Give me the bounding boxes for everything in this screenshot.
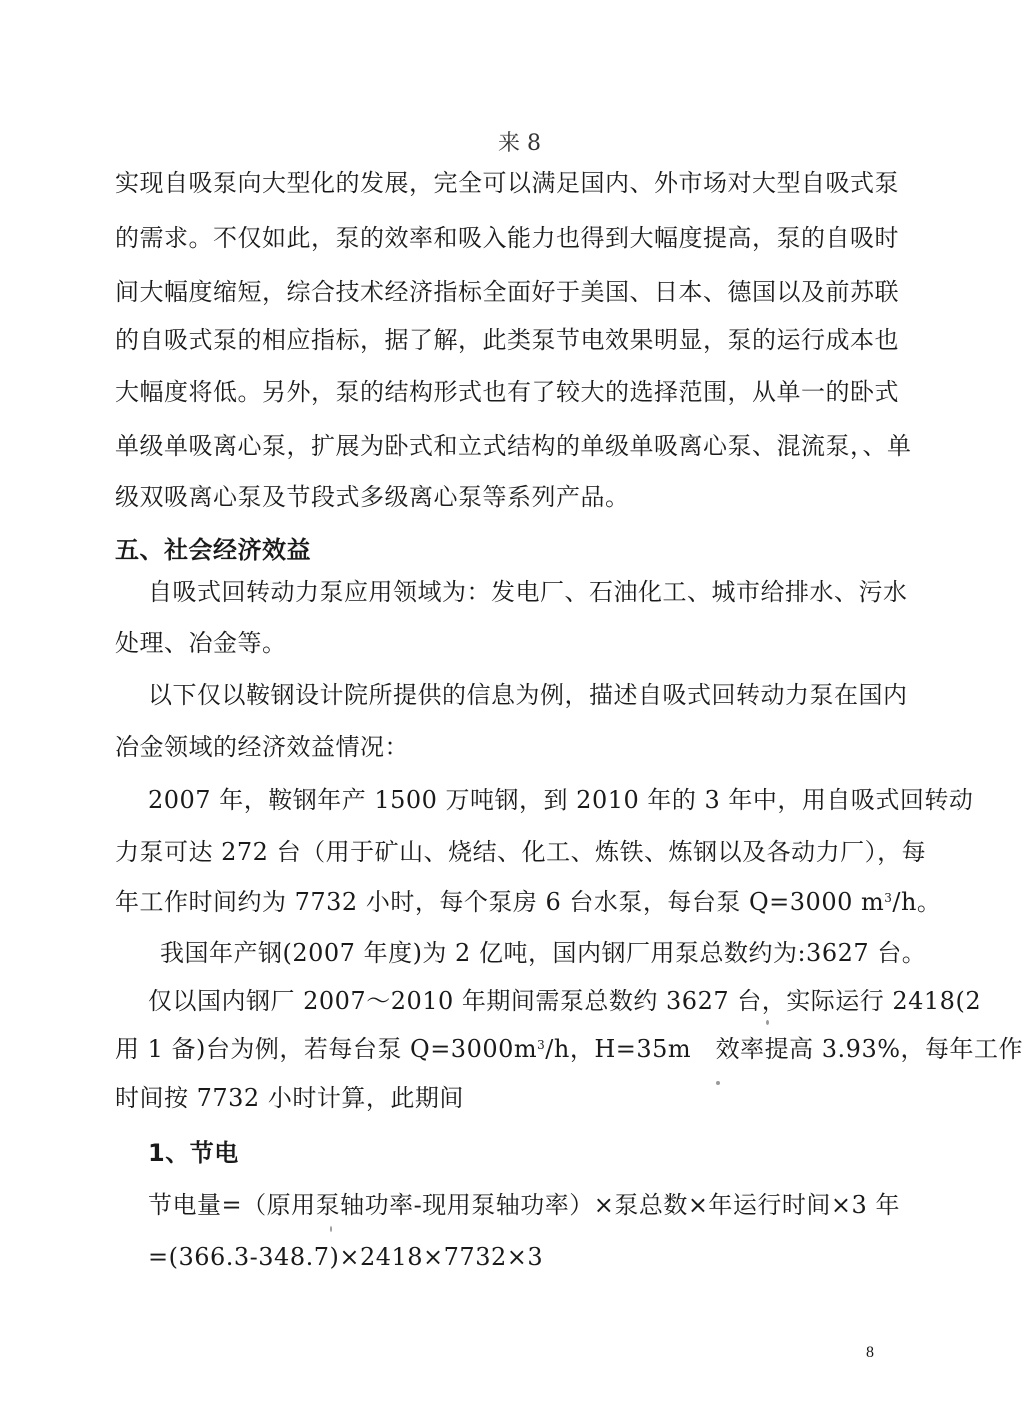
paragraph-line: 大幅度将低。另外，泵的结构形式也有了较大的选择范围，从单一的卧式 <box>115 378 899 406</box>
paragraph-line: 时间按 7732 小时计算，此期间 <box>115 1084 464 1112</box>
paragraph-line <box>115 1033 1023 1065</box>
paragraph-line: 我国年产钢(2007 年度)为 2 亿吨，国内钢厂用泵总数约为:3627 台。 <box>160 939 927 967</box>
subheading: 1、节电 <box>148 1139 239 1167</box>
paragraph-line: 单级单吸离心泵，扩展为卧式和立式结构的单级单吸离心泵、混流泵，、单 <box>115 432 912 460</box>
paragraph-line: 间大幅度缩短，综合技术经济指标全面好于美国、日本、德国以及前苏联 <box>115 278 899 306</box>
paragraph-line <box>115 886 942 918</box>
paragraph-line: 的需求。不仅如此，泵的效率和吸入能力也得到大幅度提高，泵的自吸时 <box>115 224 899 252</box>
cropped-header-fragment: 来 8 <box>498 131 541 156</box>
paragraph-line: 力泵可达 272 台（用于矿山、烧结、化工、炼铁、炼钢以及各动力厂），每 <box>115 838 927 866</box>
superscript: 3 <box>537 1038 546 1052</box>
paragraph-line: 以下仅以鞍钢设计院所提供的信息为例，描述自吸式回转动力泵在国内 <box>148 681 908 709</box>
paragraph-line: 2007 年，鞍钢年产 1500 万吨钢，到 2010 年的 3 年中，用自吸式回转动 <box>148 786 974 814</box>
text-run: 年工作时间约为 7732 小时，每个泵房 6 台水泵，每台泵 Q=3000 m <box>115 888 885 916</box>
paragraph-line: 级双吸离心泵及节段式多级离心泵等系列产品。 <box>115 483 630 511</box>
paragraph-line: 实现自吸泵向大型化的发展，完全可以满足国内、外市场对大型自吸式泵 <box>115 169 899 197</box>
paragraph-line: 自吸式回转动力泵应用领域为：发电厂、石油化工、城市给排水、污水 <box>148 578 908 606</box>
scan-speck <box>716 1081 720 1085</box>
paragraph-line: 的自吸式泵的相应指标，据了解，此类泵节电效果明显，泵的运行成本也 <box>115 326 899 354</box>
text-run: 用 1 备)台为例，若每台泵 Q=3000m <box>115 1035 538 1063</box>
formula-line: 节电量=（原用泵轴功率-现用泵轴功率）×泵总数×年运行时间×3 年 <box>148 1191 900 1219</box>
paragraph-line: 冶金领域的经济效益情况： <box>115 733 409 761</box>
paragraph-line: 处理、冶金等。 <box>115 629 287 657</box>
text-run: /h，H=35m 效率提高 3.93%，每年工作 <box>545 1035 1023 1063</box>
section-heading: 五、社会经济效益 <box>115 536 311 564</box>
text-run: /h。 <box>892 888 942 916</box>
superscript: 3 <box>884 891 893 905</box>
page-number: 8 <box>866 1344 874 1361</box>
scan-speck <box>330 1226 332 1232</box>
formula-line: =(366.3-348.7)×2418×7732×3 <box>148 1243 544 1271</box>
scan-speck <box>766 1020 769 1025</box>
paragraph-line: 仅以国内钢厂 2007～2010 年期间需泵总数约 3627 台，实际运行 2418(2 <box>148 987 982 1015</box>
